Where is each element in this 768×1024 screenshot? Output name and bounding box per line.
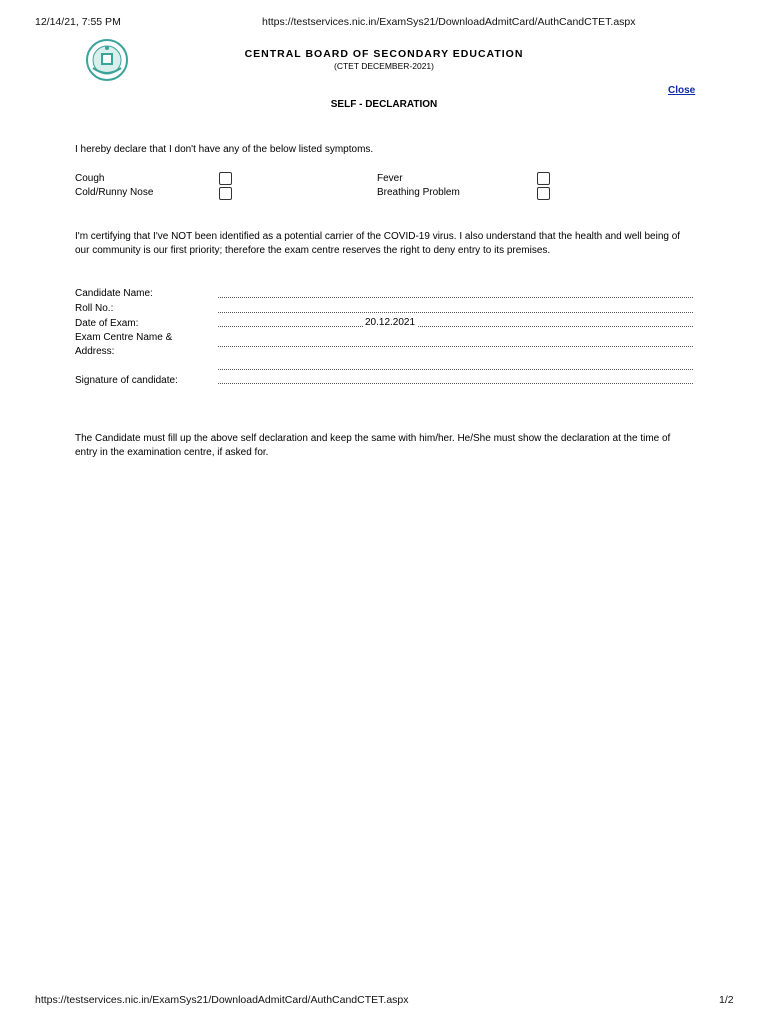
roll-no-line[interactable] [218,312,693,313]
footer-url: https://testservices.nic.in/ExamSys21/DownloadAdmitCard/AuthCandCTET.aspx [35,994,409,1006]
date-of-exam-label: Date of Exam: [75,318,139,329]
declaration-heading: SELF - DECLARATION [330,99,438,110]
fever-checkbox[interactable] [537,172,550,185]
date-of-exam-value: 20.12.2021 [365,317,416,328]
exam-centre-label: Exam Centre Name & Address: [75,332,173,357]
certification-text: I'm certifying that I've NOT been identified as a potential carrier of the COVID-19 virus. I also understand that the health and well being of our community is our first priority; therefore the exam centre reserves the right to deny entry to its premises. [75,231,681,256]
page-number: 1/2 [719,994,734,1006]
signature-label: Signature of candidate: [75,375,178,386]
print-datetime: 12/14/21, 7:55 PM [35,16,121,28]
symptom-label-breathing: Breathing Problem [377,187,460,198]
date-line-left [218,326,363,327]
symptom-label-fever: Fever [377,173,403,184]
signature-line[interactable] [218,383,693,384]
symptom-label-cough: Cough [75,173,105,184]
cough-checkbox[interactable] [219,172,232,185]
symptom-label-cold: Cold/Runny Nose [75,187,154,198]
cbse-emblem-icon [85,38,129,82]
exam-centre-line-2[interactable] [218,369,693,370]
close-link[interactable]: Close [668,85,696,96]
candidate-name-line[interactable] [218,297,693,298]
exam-centre-line-1[interactable] [218,346,693,347]
declaration-intro: I hereby declare that I don't have any of the below listed symptoms. [75,144,374,155]
roll-no-label: Roll No.: [75,303,114,314]
exam-subtitle: (CTET DECEMBER-2021) [334,61,434,71]
date-line-right [418,326,693,327]
instruction-note: The Candidate must fill up the above self declaration and keep the same with him/her. He/She must show the declaration at the time of entry in the examination centre, if asked for. [75,433,671,458]
cold-runny-nose-checkbox[interactable] [219,187,232,200]
breathing-problem-checkbox[interactable] [537,187,550,200]
candidate-name-label: Candidate Name: [75,288,153,299]
page-title: CENTRAL BOARD OF SECONDARY EDUCATION [244,48,524,60]
print-url: https://testservices.nic.in/ExamSys21/DownloadAdmitCard/AuthCandCTET.aspx [262,16,636,28]
